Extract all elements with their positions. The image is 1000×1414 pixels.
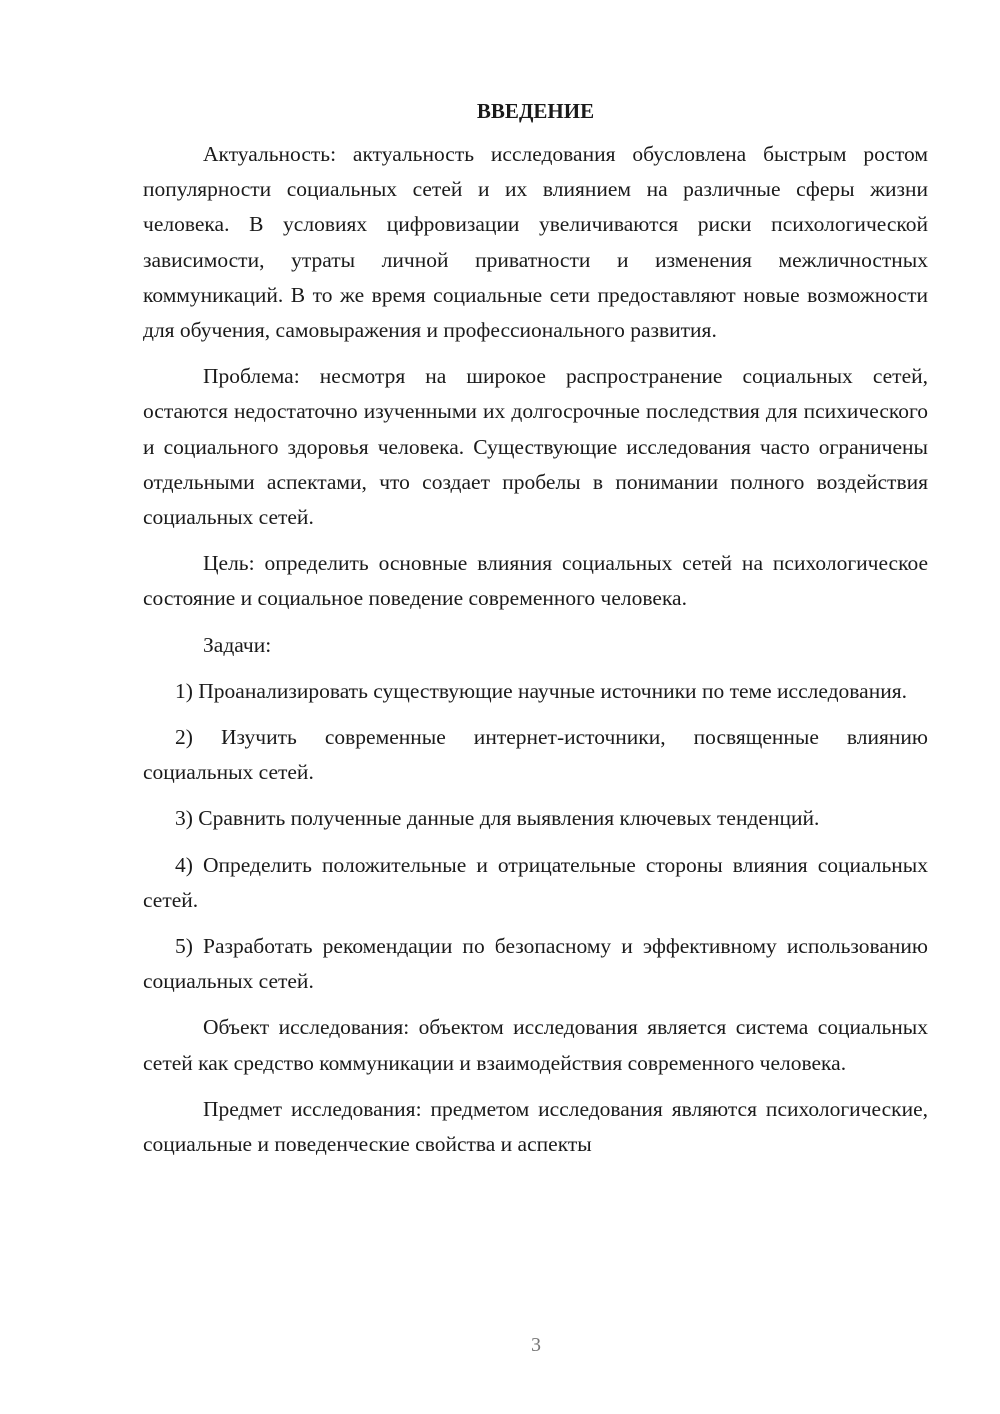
- paragraph-subject: Предмет исследования: предметом исследования являются психологические, социальные и поведенческие свойства и аспекты: [143, 1096, 928, 1157]
- paragraph-goal: Цель: определить основные влияния социальных сетей на психологическое состояние и социальное поведение современного человека.: [143, 551, 928, 611]
- page-number: 3: [531, 1334, 541, 1356]
- section-title: ВВЕДЕНИЕ: [476, 99, 595, 123]
- task-item-5: 5) Разработать рекомендации по безопасному и эффективному использованию социальных сетей.: [143, 934, 928, 994]
- paragraph-problem: Проблема: несмотря на широкое распространение социальных сетей, остаются недостаточно изученными их долгосрочные последствия для психического и социального здоровья человека. Существующие исследования часто ограничены отдельными аспектами, что создает пробелы в понимании полного воздействия социальных сетей.: [143, 364, 928, 530]
- tasks-heading: Задачи:: [203, 632, 272, 657]
- document-page: [143, 95, 928, 1162]
- task-item-2: 2) Изучить современные интернет-источники, посвященные влиянию социальных сетей.: [143, 725, 928, 785]
- task-item-4: 4) Определить положительные и отрицательные стороны влияния социальных сетей.: [143, 852, 928, 912]
- task-item-3: 3) Сравнить полученные данные для выявления ключевых тенденций.: [175, 806, 820, 831]
- task-item-1: 1) Проанализировать существующие научные источники по теме исследования.: [175, 678, 907, 703]
- paragraph-object: Объект исследования: объектом исследования является система социальных сетей как средство коммуникации и взаимодействия современного человека.: [143, 1015, 928, 1075]
- paragraph-relevance: Актуальность: актуальность исследования обусловлена быстрым ростом популярности социальных сетей и их влиянием на различные сферы жизни человека. В условиях цифровизации увеличиваются риски психологической зависимости, утраты личной приватности и изменения межличностных коммуникаций. В то же время социальные сети предоставляют новые возможности для обучения, самовыражения и профессионального развития.: [143, 142, 928, 343]
